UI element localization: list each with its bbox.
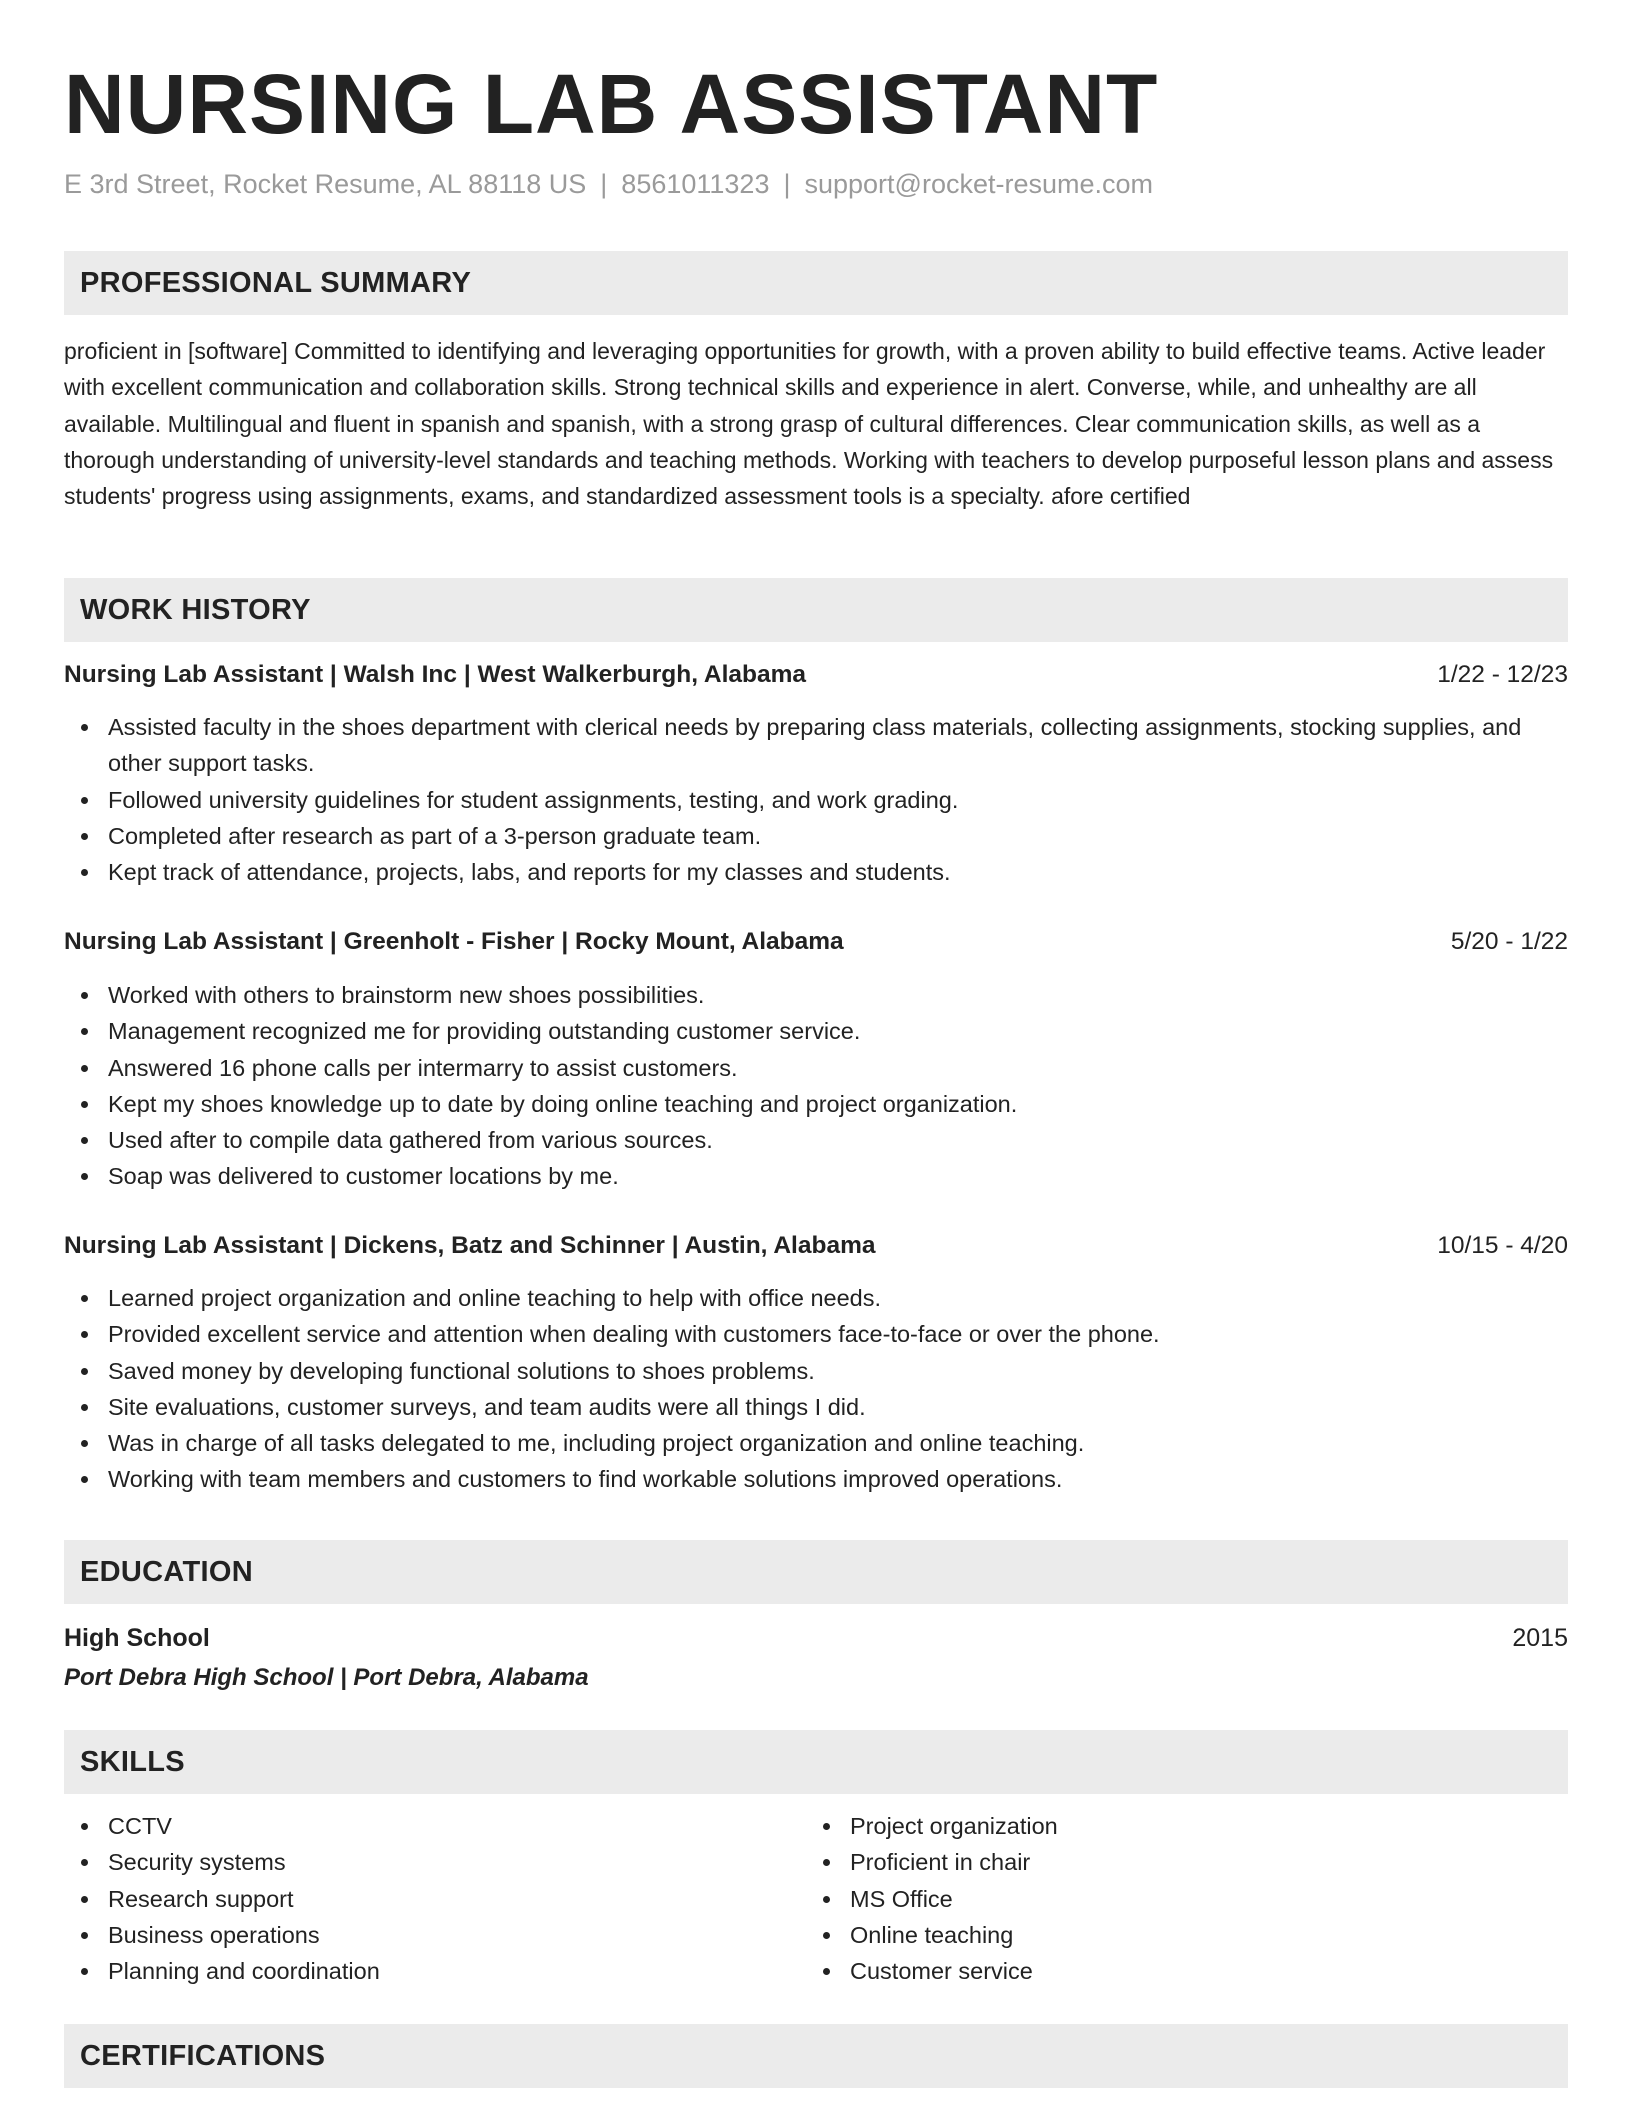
skill-item: MS Office [806,1881,1632,1917]
job-bullets [64,1280,1568,1498]
job-dates: 10/15 - 4/20 [1437,1232,1568,1259]
job-header [64,657,1568,693]
job-bullets [64,709,1568,890]
list-item: Answered 16 phone calls per intermarry to assist customers. [64,1050,1568,1086]
section-heading-education: EDUCATION [64,1540,1568,1604]
list-item: Learned project organization and online teaching to help with office needs. [64,1280,1568,1316]
contact-separator: | [783,169,791,199]
skill-item: Business operations [64,1917,1568,1953]
job-dates: 1/22 - 12/23 [1437,661,1568,688]
job-header [64,924,1568,960]
skills-list-right [806,1808,1632,1989]
skill-item: Planning and coordination [64,1953,1568,1989]
list-item: Assisted faculty in the shoes department with clerical needs by preparing class materials, collecting assignments, stocking supplies, and other support tasks. [64,709,1568,782]
job-title: Nursing Lab Assistant | Dickens, Batz and Schinner | Austin, Alabama [64,1232,876,1259]
list-item: Completed after research as part of a 3-person graduate team. [64,818,1568,854]
education-degree: High School [64,1624,210,1652]
skill-item: Security systems [64,1844,1568,1880]
job-dates: 5/20 - 1/22 [1450,928,1568,955]
contact-phone: 8561011323 [621,169,770,199]
list-item: Management recognized me for providing outstanding customer service. [64,1013,1568,1049]
skill-item: CCTV [64,1808,1568,1844]
section-heading-certifications: CERTIFICATIONS [64,2024,1568,2088]
list-item: Working with team members and customers to find workable solutions improved operations. [64,1461,1568,1497]
list-item: Worked with others to brainstorm new shoes possibilities. [64,977,1568,1013]
skill-item: Research support [64,1881,1568,1917]
section-heading-summary: PROFESSIONAL SUMMARY [64,251,1568,315]
skill-item: Customer service [806,1953,1632,1989]
education-year: 2015 [1512,1624,1568,1652]
list-item: Provided excellent service and attention when dealing with customers face-to-face or over the phone. [64,1316,1568,1352]
skill-item: Proficient in chair [806,1844,1632,1880]
list-item: Kept track of attendance, projects, labs, and reports for my classes and students. [64,854,1568,890]
education-school: Port Debra High School | Port Debra, Alabama [64,1664,589,1691]
list-item: Soap was delivered to customer locations by me. [64,1158,1568,1194]
job-title: Nursing Lab Assistant | Greenholt - Fisher | Rocky Mount, Alabama [64,928,844,955]
section-heading-work-history: WORK HISTORY [64,578,1568,642]
contact-line [64,166,1153,202]
job-title: Nursing Lab Assistant | Walsh Inc | West Walkerburgh, Alabama [64,661,807,688]
resume-name: NURSING LAB ASSISTANT [64,57,1159,151]
summary-text: proficient in [software] Committed to identifying and leveraging opportunities for growth, with a proven ability to build effective teams. Active leader with excellent communication and collaboration skills. Strong technical skills and experience in alert. Converse, while, and unhealthy are all available. Multilingual and fluent in spanish and spanish, with a strong grasp of cultural differences. Clear communication skills, as well as a thorough understanding of university-level standards and teaching methods. Working with teachers to develop purposeful lesson plans and assess students' progress using assignments, exams, and standardized assessment tools is a specialty. afore certified [64,338,1554,510]
list-item: Site evaluations, customer surveys, and team audits were all things I did. [64,1389,1568,1425]
contact-address: E 3rd Street, Rocket Resume, AL 88118 US [64,169,587,199]
skill-item: Online teaching [806,1917,1632,1953]
job-header [64,1228,1568,1264]
job-bullets [64,977,1568,1195]
section-heading-skills: SKILLS [64,1730,1568,1794]
list-item: Saved money by developing functional solutions to shoes problems. [64,1353,1568,1389]
list-item: Used after to compile data gathered from various sources. [64,1122,1568,1158]
contact-email: support@rocket-resume.com [804,169,1154,199]
contact-separator: | [600,169,608,199]
skill-item: Project organization [806,1808,1632,1844]
list-item: Followed university guidelines for student assignments, testing, and work grading. [64,782,1568,818]
list-item: Kept my shoes knowledge up to date by doing online teaching and project organization. [64,1086,1568,1122]
list-item: Was in charge of all tasks delegated to me, including project organization and online teaching. [64,1425,1568,1461]
